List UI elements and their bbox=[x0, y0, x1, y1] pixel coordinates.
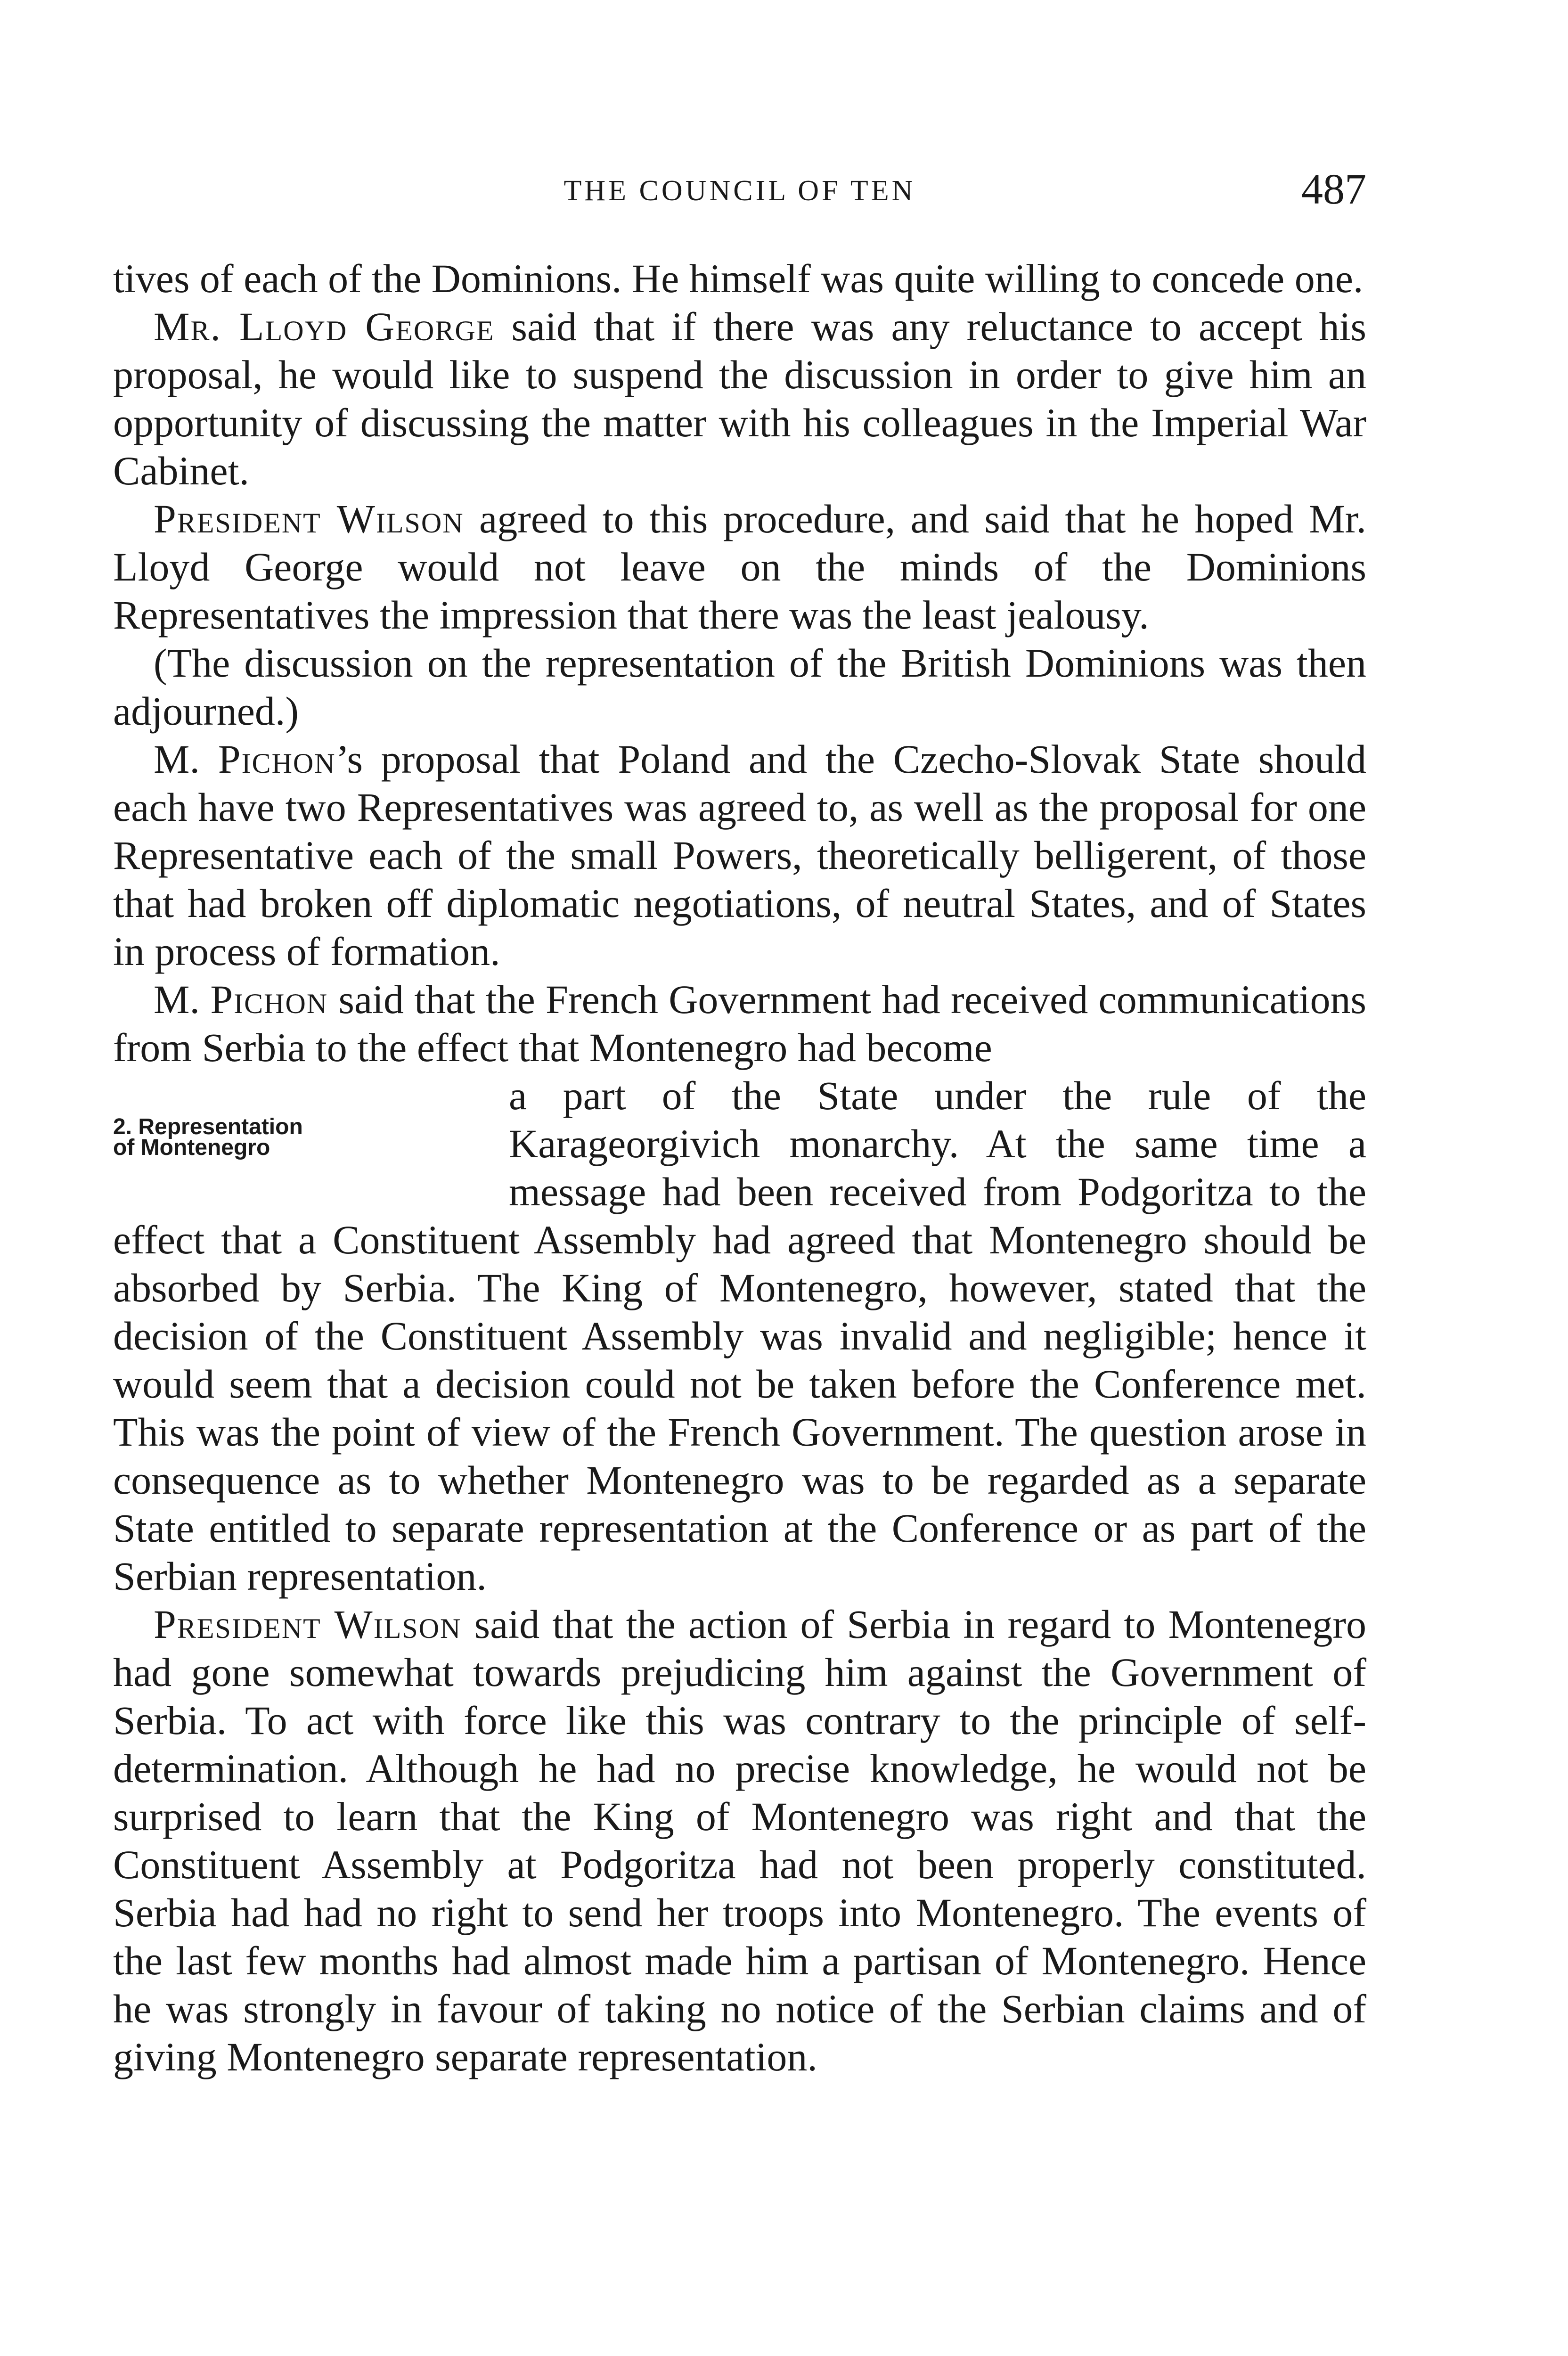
running-title: THE COUNCIL OF TEN bbox=[564, 175, 916, 207]
paragraph-wilson-1 bbox=[113, 495, 1366, 639]
speaker-name: Pichon bbox=[210, 977, 328, 1022]
paragraph-pichon-montenegro bbox=[113, 975, 1366, 1072]
speaker-name: Pichon bbox=[218, 736, 336, 782]
margin-note-label bbox=[113, 1114, 303, 1160]
paragraph-pichon-proposal bbox=[113, 735, 1366, 975]
paragraph-text: said that the French Government had received communications from Serbia to the effect that Montenegro had become bbox=[113, 977, 1367, 1070]
paragraph-text: said that the action of Serbia in regard to Montenegro had gone somewhat towards prejudicing him against the Government of Serbia. To act with force like this was contrary to the principle of self-determination. Although he had no precise knowledge, he would not be surprised to learn that the King of Montenegro was right and that the Constituent Assembly at Podgoritza had not been properly constituted. Serbia had had no right to send her troops into Montenegro. The events of the last few months had almost made him a partisan of Montenegro. Hence he was strongly in favour of taking no notice of the Serbian claims and of giving Montenegro separate representation. bbox=[113, 1602, 1366, 2079]
speaker-name: Mr. Lloyd George bbox=[154, 304, 495, 349]
margin-note-line: 2. Representation bbox=[113, 1114, 303, 1139]
paragraph-continuation: tives of each of the Dominions. He himself was quite willing to concede one. bbox=[113, 256, 1364, 301]
margin-note-line: of Montenegro bbox=[113, 1135, 270, 1160]
page-number: 487 bbox=[1301, 165, 1366, 213]
paragraph-text-continued: a part of the State under the rule of the Karageorgivich monarchy. At the same time a message had been received from Podgoritza to the effect that a Constituent Assembly had agreed that Montenegro should be absorbed by Serbia. The King of Montenegro, however, stated that the decision of the Constituent Assembly was invalid and negligible; hence it would seem that a decision could not be taken before the Conference met. This was the point of view of the French Government. The question arose in consequence as to whether Montenegro was to be regarded as a separate State entitled to separate representation at the Conference or as part of the Serbian representation. bbox=[113, 1073, 1366, 1599]
paragraph-text: said that if there was any reluctance to accept his proposal, he would like to suspend the discussion in order to give him an opportunity of discussing the matter with his colleagues in the Imperial War Cabinet. bbox=[113, 304, 1366, 493]
margin-note bbox=[113, 1072, 377, 1213]
paragraph-adjournment: (The discussion on the representation of the British Dominions was then adjourned.) bbox=[113, 640, 1366, 734]
speaker-prefix: M. bbox=[154, 736, 218, 782]
body-text bbox=[113, 254, 1366, 2081]
paragraph-lloyd-george bbox=[113, 303, 1366, 495]
paragraph-wilson-2 bbox=[113, 1600, 1366, 2081]
speaker-name: President Wilson bbox=[154, 496, 464, 541]
page-header bbox=[113, 164, 1366, 225]
speaker-name: President Wilson bbox=[154, 1602, 462, 1647]
paragraph-text: ’s proposal that Poland and the Czecho-Slovak State should each have two Representatives was agreed to, as well as the proposal for one Representative each of the small Powers, theoretically belligerent, of those that had broken off diplomatic negotiations, of neutral States, and of States in process of formation. bbox=[113, 736, 1366, 974]
speaker-prefix: M. bbox=[154, 977, 211, 1022]
paragraph-text: agreed to this procedure, and said that he hoped Mr. Lloyd George would not leave on the minds of the Dominions Representatives the impression that there was the least jealousy. bbox=[113, 496, 1366, 638]
side-note-block bbox=[113, 1072, 1366, 1600]
